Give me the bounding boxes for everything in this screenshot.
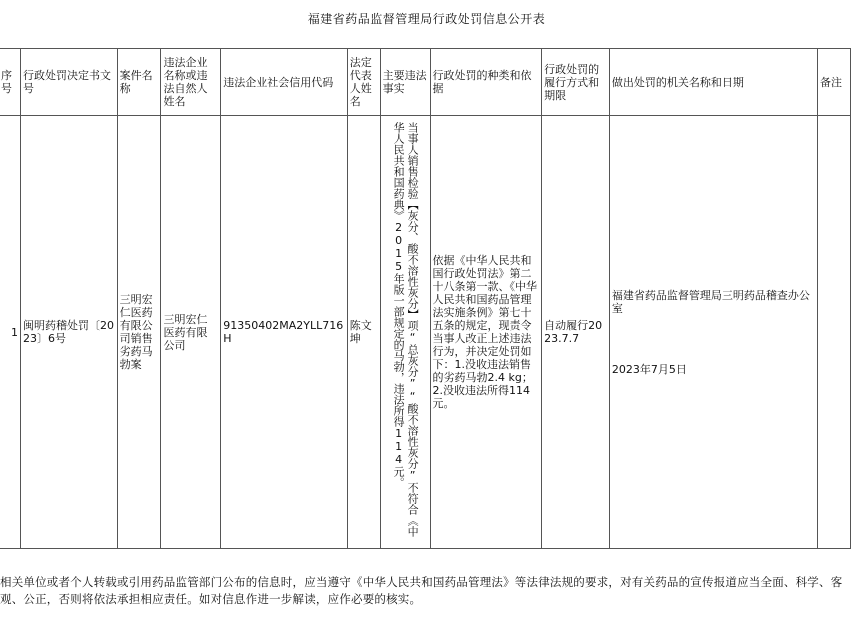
header-credit-code: 违法企业社会信用代码: [221, 49, 347, 116]
table-row: [0, 116, 851, 549]
cell-performance: 自动履行2023.7.7: [542, 116, 610, 549]
cell-penalty-basis: 依据《中华人民共和国行政处罚法》第二十八条第一款、《中华人民共和国药品管理法实施条例》第七十五条的规定，现责令当事人改正上述违法行为，并决定处罚如下：1.没收违法销售的劣药马勃2.4 kg；2.没收违法所得114元。: [430, 116, 542, 549]
header-authority: 做出处罚的机关名称和日期: [609, 49, 817, 116]
penalty-info-table: [0, 48, 851, 549]
authority-date: 2023年7月5日: [611, 362, 687, 376]
header-legal-rep: 法定代表人姓名: [347, 49, 380, 116]
header-main-facts: 主要违法事实: [380, 49, 430, 116]
cell-authority: [609, 116, 817, 549]
cell-main-facts: [380, 116, 430, 549]
authority-name: 福建省药品监督管理局三明药品稽查办公室: [611, 288, 810, 315]
header-seq: 序号: [0, 49, 20, 116]
cell-decision-no: 闽明药稽处罚〔2023〕6号: [20, 116, 117, 549]
cell-case-name: 三明宏仁医药有限公司销售劣药马勃案: [117, 116, 161, 549]
header-penalty-basis: 行政处罚的种类和依据: [430, 49, 542, 116]
cell-credit-code: 91350402MA2YLL716H: [221, 116, 347, 549]
header-decision-no: 行政处罚决定书文号: [20, 49, 117, 116]
cell-seq: 1: [0, 116, 20, 549]
cell-legal-rep: 陈文坤: [347, 116, 380, 549]
page-title: 福建省药品监督管理局行政处罚信息公开表: [307, 12, 546, 26]
header-case-name: 案件名称: [117, 49, 161, 116]
header-remarks: 备注: [817, 49, 850, 116]
header-performance: 行政处罚的履行方式和期限: [542, 49, 610, 116]
cell-violator-name: 三明宏仁医药有限公司: [161, 116, 221, 549]
main-facts-text: 当事人销售检验【灰分、酸不溶性灰分】项“总灰分”“酸不溶性灰分”不符合《中华人民共和国药典》2015年版一部规定的马勃，违法所得114元。: [392, 122, 420, 537]
header-row: [0, 49, 851, 116]
cell-remarks: [817, 116, 850, 549]
footer-notice: 相关单位或者个人转载或引用药品监管部门公布的信息时，应当遵守《中华人民共和国药品管理法》等法律法规的要求，对有关药品的宣传报道应当全面、科学、客观、公正，否则将依法承担相应责任。如对信息作进一步解读，应作必要的核实。: [0, 575, 843, 606]
header-violator-name: 违法企业名称或违法自然人姓名: [161, 49, 221, 116]
